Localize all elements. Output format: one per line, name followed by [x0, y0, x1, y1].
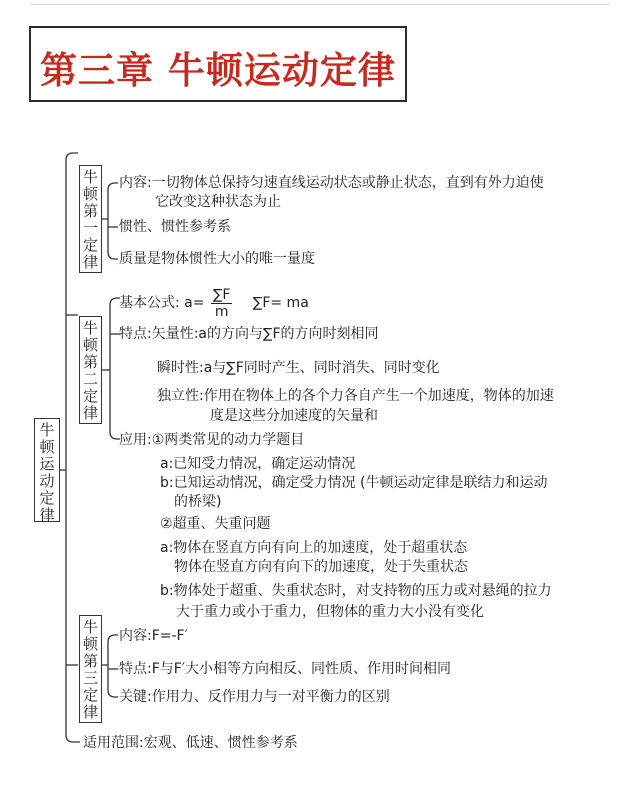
formula-prefix: 基本公式: a=	[119, 295, 205, 311]
law2-app2-a-line2: 物体在竖直方向有向下的加速度，处于失重状态	[174, 559, 468, 575]
law1-inertia: 惯性、惯性参考系	[119, 219, 231, 235]
law3-label-char: 律	[82, 703, 98, 721]
root-label-box	[34, 418, 60, 522]
page-title: 第三章 牛顿运动定律	[40, 49, 396, 92]
law1-label-char: 牛	[82, 168, 98, 186]
law3-label-box	[79, 615, 102, 723]
law3-key: 关键:作用力、反作用力与一对平衡力的区别	[119, 689, 390, 705]
law2-app2-b-line1: b:物体处于超重、失重状态时，对支持物的压力或对悬绳的拉力	[160, 583, 552, 599]
law2-label-char: 律	[82, 404, 98, 422]
law2-feature-vector: 特点:矢量性:a的方向与∑F的方向时刻相同	[119, 326, 379, 342]
law3-label-char: 顿	[82, 635, 98, 653]
law2-app-b-line2: 的桥梁)	[174, 494, 222, 510]
formula-second: ∑F= ma	[252, 295, 309, 311]
law1-bracket	[108, 183, 118, 219]
law1-mass: 质量是物体惯性大小的唯一量度	[119, 251, 315, 267]
law3-label-char: 牛	[82, 618, 98, 636]
scope: 适用范围:宏观、低速、惯性参考系	[83, 735, 298, 751]
law2-app2-b-line2: 大于重力或小于重力，但物体的重力大小没有变化	[176, 604, 484, 620]
law1-label-box	[79, 165, 102, 273]
root-bracket	[66, 153, 78, 425]
law3-label-char: 定	[82, 686, 98, 704]
law2-feature-independent-line1: 独立性:作用在物体上的各个力各自产生一个加速度，物体的加速	[157, 388, 554, 404]
law1-label-char: 一	[82, 219, 98, 237]
law2-app-header: 应用:①两类常见的动力学题目	[119, 432, 305, 448]
formula-denominator: m	[214, 303, 229, 320]
law3-content: 内容:F=-F′	[119, 628, 188, 644]
formula-numerator: ∑F	[212, 286, 231, 303]
law1-content-line2: 它改变这种状态为止	[155, 194, 281, 210]
law3-feature: 特点:F与F′大小相等方向相反、同性质、作用时间相同	[119, 661, 451, 677]
law2-feature-independent-line2: 度是这些分加速度的矢量和	[210, 408, 378, 424]
law2-formula	[119, 286, 309, 320]
root-label-char: 顿	[39, 438, 55, 456]
law1-label-char: 顿	[82, 185, 98, 203]
law2-app-b-line1: b:已知运动情况，确定受力情况 (牛顿运动定律是联结力和运动	[160, 475, 548, 491]
law2-feature-instant: 瞬时性:a与∑F同时产生、同时消失、同时变化	[157, 360, 440, 376]
root-label-char: 动	[39, 472, 55, 490]
root-label-char: 定	[39, 489, 55, 507]
formula-fraction	[211, 287, 233, 320]
root-label-char: 律	[39, 506, 55, 524]
law3-bracket	[108, 635, 118, 665]
law1-label-char: 律	[82, 253, 98, 271]
law2-label-char: 第	[82, 353, 98, 371]
law1-content-line1: 内容:一切物体总保持匀速直线运动状态或静止状态，直到有外力迫使	[119, 175, 544, 191]
law3-label-char: 三	[82, 669, 98, 687]
root-label-char: 牛	[39, 421, 55, 439]
law1-label-char: 定	[82, 236, 98, 254]
law2-label-char: 定	[82, 387, 98, 405]
law2-label-char: 二	[82, 370, 98, 388]
law2-label-box	[79, 316, 102, 424]
root-label-char: 运	[39, 455, 55, 473]
law2-app2-header: ②超重、失重问题	[160, 516, 271, 532]
law2-app2-a-line1: a:物体在竖直方向有向上的加速度，处于超重状态	[160, 540, 468, 556]
law2-app-a: a:已知受力情况，确定运动情况	[160, 456, 356, 472]
law2-label-char: 牛	[82, 319, 98, 337]
law2-label-char: 顿	[82, 336, 98, 354]
law3-label-char: 第	[82, 652, 98, 670]
law1-label-char: 第	[82, 202, 98, 220]
